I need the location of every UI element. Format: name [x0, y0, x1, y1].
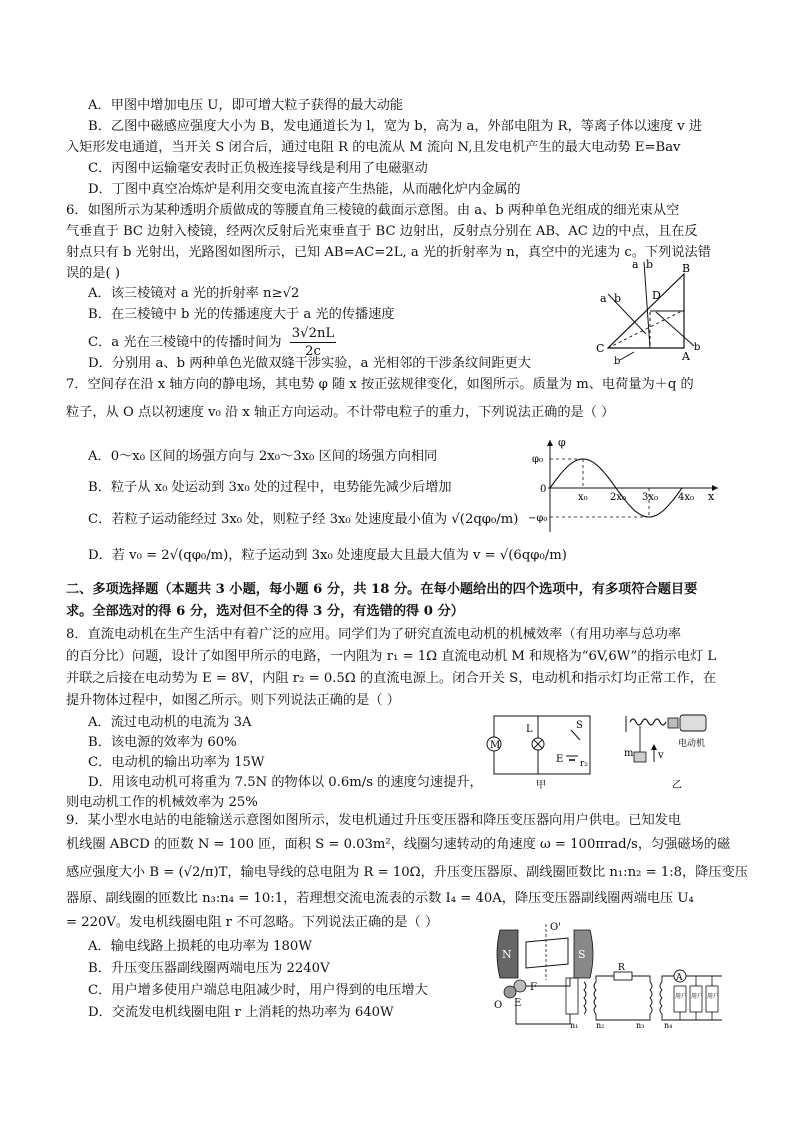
- motor-text-label: 电动机: [678, 739, 706, 749]
- q8-stem-2: 的百分比）问题，设计了如图甲所示的电路，一内阻为 r₁ = 1Ω 直流电动机 M 和规格为“6V,6W”的指示电灯 L: [66, 649, 717, 664]
- motor-label: M: [490, 740, 501, 751]
- label-b-bottom: b: [614, 356, 621, 367]
- q7-option-a: A．0～x₀ 区间的场强方向与 2x₀～3x₀ 区间的场强方向相同: [88, 449, 438, 464]
- tick-neg-phi0: −φ₀: [528, 513, 548, 524]
- q5-option-a: A．甲图中增加电压 U，即可增大粒子获得的最大动能: [88, 98, 403, 113]
- q7-option-c: C．若粒子运动能经过 3x₀ 处，则粒子经 3x₀ 处速度最小值为 √(2qφ₀/m): [88, 512, 519, 527]
- q9-stem-2: 机线圈 ABCD 的匝数 N = 100 匝，面积 S = 0.03m²，线圈匀速转动的角速度 ω = 100πrad/s，匀强磁场的磁: [66, 837, 731, 852]
- label-b: b: [646, 258, 654, 271]
- motor-lift-diagram-yi: [616, 712, 716, 792]
- user-label-2: 用户: [691, 993, 704, 1000]
- circuit-diagram-jia: [486, 710, 598, 792]
- q6-stem-3: 射点只有 b 光射出，光路图如图所示，已知 AB=AC=2L, a 光的折射率为 n，真空中的光速为 c。下列说法错: [66, 245, 711, 260]
- label-n1: n₁: [570, 1021, 579, 1030]
- q8-option-d-cont: 则电动机工作的机械效率为 25%: [66, 795, 258, 810]
- tick-x0: x₀: [578, 492, 588, 503]
- potential-graph: [528, 436, 724, 536]
- magnet-n-label: N: [502, 948, 512, 961]
- emf-label: E: [556, 754, 564, 765]
- axis-o-prime-label: O': [550, 922, 561, 933]
- label-vertex-a: A: [682, 350, 690, 363]
- q5-option-d: D．丁图中真空冶炼炉是利用交变电流直接产生热能，从而融化炉内金属的: [88, 182, 521, 197]
- axis-x-label: x: [708, 490, 715, 503]
- user-label-3: 用户: [707, 993, 720, 1000]
- mass-label: m: [624, 748, 634, 759]
- q6-option-a: A．该三棱镜对 a 光的折射率 n≥√2: [88, 286, 300, 301]
- q5-option-b-cont: 入矩形发电通道，当开关 S 闭合后，通过电阻 R 的电流从 M 流向 N,且发电机产生的最大电动势 E=Bav: [66, 140, 681, 155]
- axis-phi-label: φ: [558, 436, 566, 449]
- tick-phi0: φ₀: [532, 454, 544, 465]
- r2-label: r₂: [580, 759, 588, 769]
- q7-option-d: D．若 v₀ = 2√(qφ₀/m)，粒子运动到 3x₀ 处速度最大且最大值为 v = √(6qφ₀/m): [88, 548, 567, 563]
- q7-option-b: B．粒子从 x₀ 处运动到 3x₀ 处的过程中，电势能先减少后增加: [88, 480, 452, 495]
- label-b-right: b: [694, 342, 701, 353]
- user-label-1: 用户: [675, 993, 688, 1000]
- fraction-denominator: 2c: [305, 344, 321, 359]
- fraction-numerator: 3√2nL: [291, 326, 335, 341]
- q8-stem-4: 提升物体过程中，如图乙所示。则下列说法正确的是（ ）: [66, 693, 400, 708]
- magnet-s-label: S: [578, 948, 586, 961]
- q6-stem-4: 误的是( ): [66, 266, 121, 281]
- q9-option-a: A．输电线路上损耗的电功率为 180W: [88, 939, 312, 954]
- velocity-label: v: [658, 750, 664, 761]
- brush-f-label: F: [530, 982, 537, 993]
- brush-e-label: E: [514, 998, 522, 1009]
- label-yi: 乙: [672, 780, 682, 791]
- power-transmission-diagram: [490, 920, 724, 1030]
- q8-option-a: A．流过电动机的电流为 3A: [88, 715, 252, 730]
- q9-option-b: B．升压变压器副线圈两端电压为 2240V: [88, 961, 330, 976]
- q9-option-d: D．交流发电机线圈电阻 r 上消耗的热功率为 640W: [88, 1005, 394, 1020]
- q8-option-d: D．用该电动机可将重为 7.5N 的物体以 0.6m/s 的速度匀速提升，: [88, 775, 483, 790]
- lamp-label: L: [526, 724, 533, 735]
- q8-option-b: B．该电源的效率为 60%: [88, 735, 237, 750]
- line-resistor-label: R: [618, 963, 625, 973]
- q5-option-b: B．乙图中磁感应强度大小为 B，发电通道长为 l，宽为 b，高为 a，外部电阻为 R，等离子体以速度 v 进: [88, 119, 703, 134]
- label-vertex-d: D: [652, 289, 661, 302]
- q9-stem-3: 感应强度大小 B = (√2/π)T，输电导线的总电阻为 R = 10Ω，升压变压器原、副线圈匝数比 n₁:n₂ = 1:8，降压变压: [66, 865, 748, 880]
- label-a-left: a: [600, 292, 607, 305]
- label-b-left: b: [614, 292, 622, 305]
- q8-stem-1: 8．直流电动机在生产生活中有着广泛的应用。同学们为了研究直流电动机的机械效率（有用功率与总功率: [66, 627, 682, 642]
- label-vertex-c: C: [596, 342, 605, 355]
- tick-3x0: 3x₀: [642, 492, 659, 503]
- prism-diagram: [594, 254, 714, 367]
- q7-stem-2: 粒子，从 O 点以初速度 v₀ 沿 x 轴正方向运动。不计带电粒子的重力，下列说法正确的是（ ）: [66, 405, 615, 420]
- q6-stem-1: 6．如图所示为某种透明介质做成的等腰直角三棱镜的截面示意图。由 a、b 两种单色光组成的细光束从空: [66, 203, 680, 218]
- point-o-label: O: [494, 1000, 503, 1011]
- tick-origin: 0: [540, 484, 547, 495]
- q6-stem-2: 气垂直于 BC 边射入棱镜，经两次反射后光束垂直于 BC 边射出，反射点分别在 AB、AC 边的中点，且在反: [66, 224, 698, 239]
- tick-2x0: 2x₀: [610, 492, 627, 503]
- section-2-title-cont: 求。全部选对的得 6 分，选对但不全的得 3 分，有选错的得 0 分）: [66, 604, 464, 619]
- q6-option-b: B．在三棱镜中 b 光的传播速度大于 a 光的传播速度: [88, 307, 395, 322]
- q8-stem-3: 并联之后接在电动势为 E = 8V，内阻 r₂ = 0.5Ω 的直流电源上。闭合开关 S，电动机和指示灯均正常工作，在: [66, 671, 717, 686]
- label-jia: 甲: [536, 780, 546, 791]
- q9-stem-1: 9．某小型水电站的电能输送示意图如图所示，发电机通过升压变压器和降压变压器向用户供电。已知发电: [66, 813, 682, 828]
- q9-option-c: C．用户增多使用户端总电阻减少时，用户得到的电压增大: [88, 983, 428, 998]
- label-vertex-b: B: [682, 262, 691, 275]
- tick-4x0: 4x₀: [678, 492, 695, 503]
- q7-stem-1: 7．空间存在沿 x 轴方向的静电场，其电势 φ 随 x 按正弦规律变化，如图所示。质量为 m、电荷量为＋q 的: [66, 377, 694, 392]
- label-n2: n₂: [596, 1021, 605, 1030]
- section-2-title: 二、多项选择题（本题共 3 小题，每小题 6 分，共 18 分。在每小题给出的四个选项中，有多项符合题目要: [66, 582, 698, 597]
- q6-option-c-text: C．a 光在三棱镜中的传播时间为: [88, 335, 282, 350]
- label-n3: n₃: [636, 1021, 645, 1030]
- q8-option-c: C．电动机的输出功率为 15W: [88, 755, 265, 770]
- label-a: a: [632, 258, 639, 271]
- label-n4: n₄: [664, 1021, 673, 1030]
- q9-stem-5: = 220V。发电机线圈电阻 r 不可忽略。下列说法正确的是（ ）: [66, 915, 439, 930]
- switch-label: S: [576, 720, 583, 731]
- ammeter-label: A: [676, 973, 683, 983]
- q9-stem-4: 器原、副线圈的匝数比 n₃:n₄ = 10:1，若理想交流电流表的示数 I₄ = 40A，降压变压器副线圈两端电压 U₄: [66, 891, 694, 906]
- q6-option-d: D．分别用 a、b 两种单色光做双缝干涉实验，a 光相邻的干涉条纹间距更大: [88, 356, 531, 371]
- q5-option-c: C．丙图中运输毫安表时正负极连接导线是利用了电磁驱动: [88, 161, 428, 176]
